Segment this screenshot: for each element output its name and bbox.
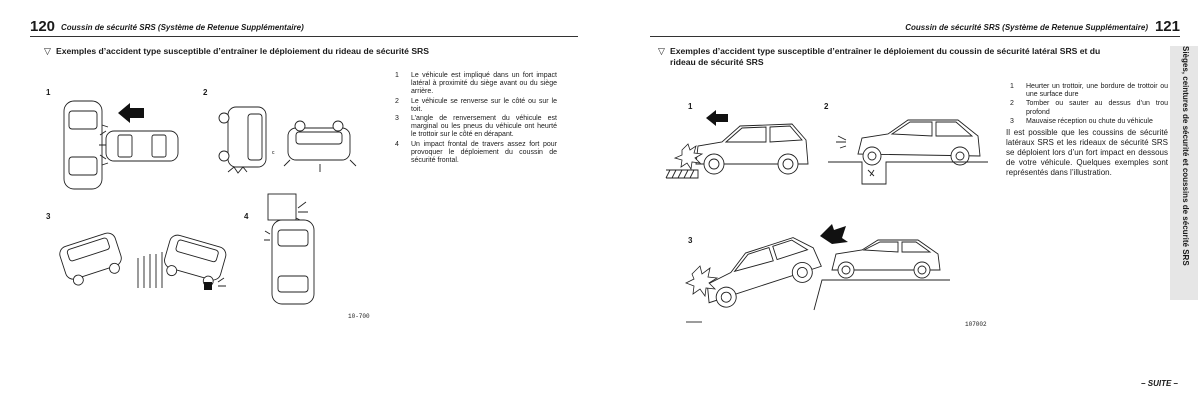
triangle-marker-icon: ▽ xyxy=(658,46,665,56)
figure-label-2: 2 xyxy=(203,88,208,97)
figure-label-1: 1 xyxy=(688,102,693,111)
figure-label-3: 3 xyxy=(688,236,693,245)
illustration-side-impact xyxy=(56,95,186,195)
page-number: 120 xyxy=(30,18,56,35)
list-item: 2 Le véhicule se renverse sur le côté ou sur le toit. xyxy=(395,97,557,113)
section-heading xyxy=(658,46,1108,68)
header-title: Coussin de sécurité SRS (Système de Retenue Supplémentaire) xyxy=(905,23,1148,32)
list-item: 4 Un impact frontal de travers assez fort pour provoquer le déploiement du coussin de sécurité frontal. xyxy=(395,140,557,165)
page-header xyxy=(30,18,578,37)
figure-label-1: 1 xyxy=(46,88,51,97)
body-paragraph: Il est possible que les coussins de sécurité latéraux SRS et les rideaux de sécurité SRS se déploient lors d’un fort impact en dessous de votre véhicule. Quelques exemples sont représentés dans l’illustration. xyxy=(1006,128,1168,177)
figure-label-2: 2 xyxy=(824,102,829,111)
section-title: Exemples d’accident type susceptible d’entraîner le déploiement du rideau de sécurité SRS xyxy=(56,46,429,56)
triangle-marker-icon: ▽ xyxy=(44,46,51,56)
illustration-frontal-impact xyxy=(262,190,342,310)
header-title: Coussin de sécurité SRS (Système de Retenue Supplémentaire) xyxy=(61,23,304,32)
section-heading xyxy=(44,46,544,57)
item-list xyxy=(1010,83,1168,127)
left-page xyxy=(0,0,598,402)
side-tab-label: Sièges, ceintures de sécurité et coussins de sécurité SRS xyxy=(1181,46,1190,266)
list-item: 3 Mauvaise réception ou chute du véhicule xyxy=(1010,117,1153,125)
page-header xyxy=(650,18,1180,37)
illustration-rollover xyxy=(210,102,360,182)
continued-label: – SUITE – xyxy=(1141,379,1178,388)
page-number: 121 xyxy=(1154,18,1180,35)
list-item: 1 Le véhicule est impliqué dans un fort impact latéral à proximité du siège avant ou du siège arrière. xyxy=(395,72,557,96)
section-title: Exemples d’accident type susceptible d’entraîner le déploiement du coussin de sécurité latéral SRS et du rideau de sécurité SRS xyxy=(670,46,1101,67)
figure-code: 107002 xyxy=(965,321,987,328)
illustration-bad-landing xyxy=(682,218,952,328)
list-item: 3 L’angle de renversement du véhicule est marginal ou les pneus du véhicule ont heurté le trottoir sur le côté en dérapant. xyxy=(395,115,557,139)
list-item: 2 Tomber ou sauter au dessus d’un trou profond xyxy=(1010,100,1168,116)
right-page xyxy=(602,0,1200,402)
side-tab xyxy=(1170,46,1198,300)
illustration-curb-hit xyxy=(662,108,822,180)
illustration-pothole xyxy=(828,112,988,184)
svg-text:c: c xyxy=(272,150,275,156)
figure-label-4: 4 xyxy=(244,212,249,221)
list-item: 1 Heurter un trottoir, une bordure de trottoir ou une surface dure xyxy=(1010,83,1168,99)
item-list xyxy=(395,72,557,166)
figure-code: 10-700 xyxy=(348,313,370,320)
figure-label-3: 3 xyxy=(46,212,51,221)
illustration-curb-skid xyxy=(58,228,238,300)
